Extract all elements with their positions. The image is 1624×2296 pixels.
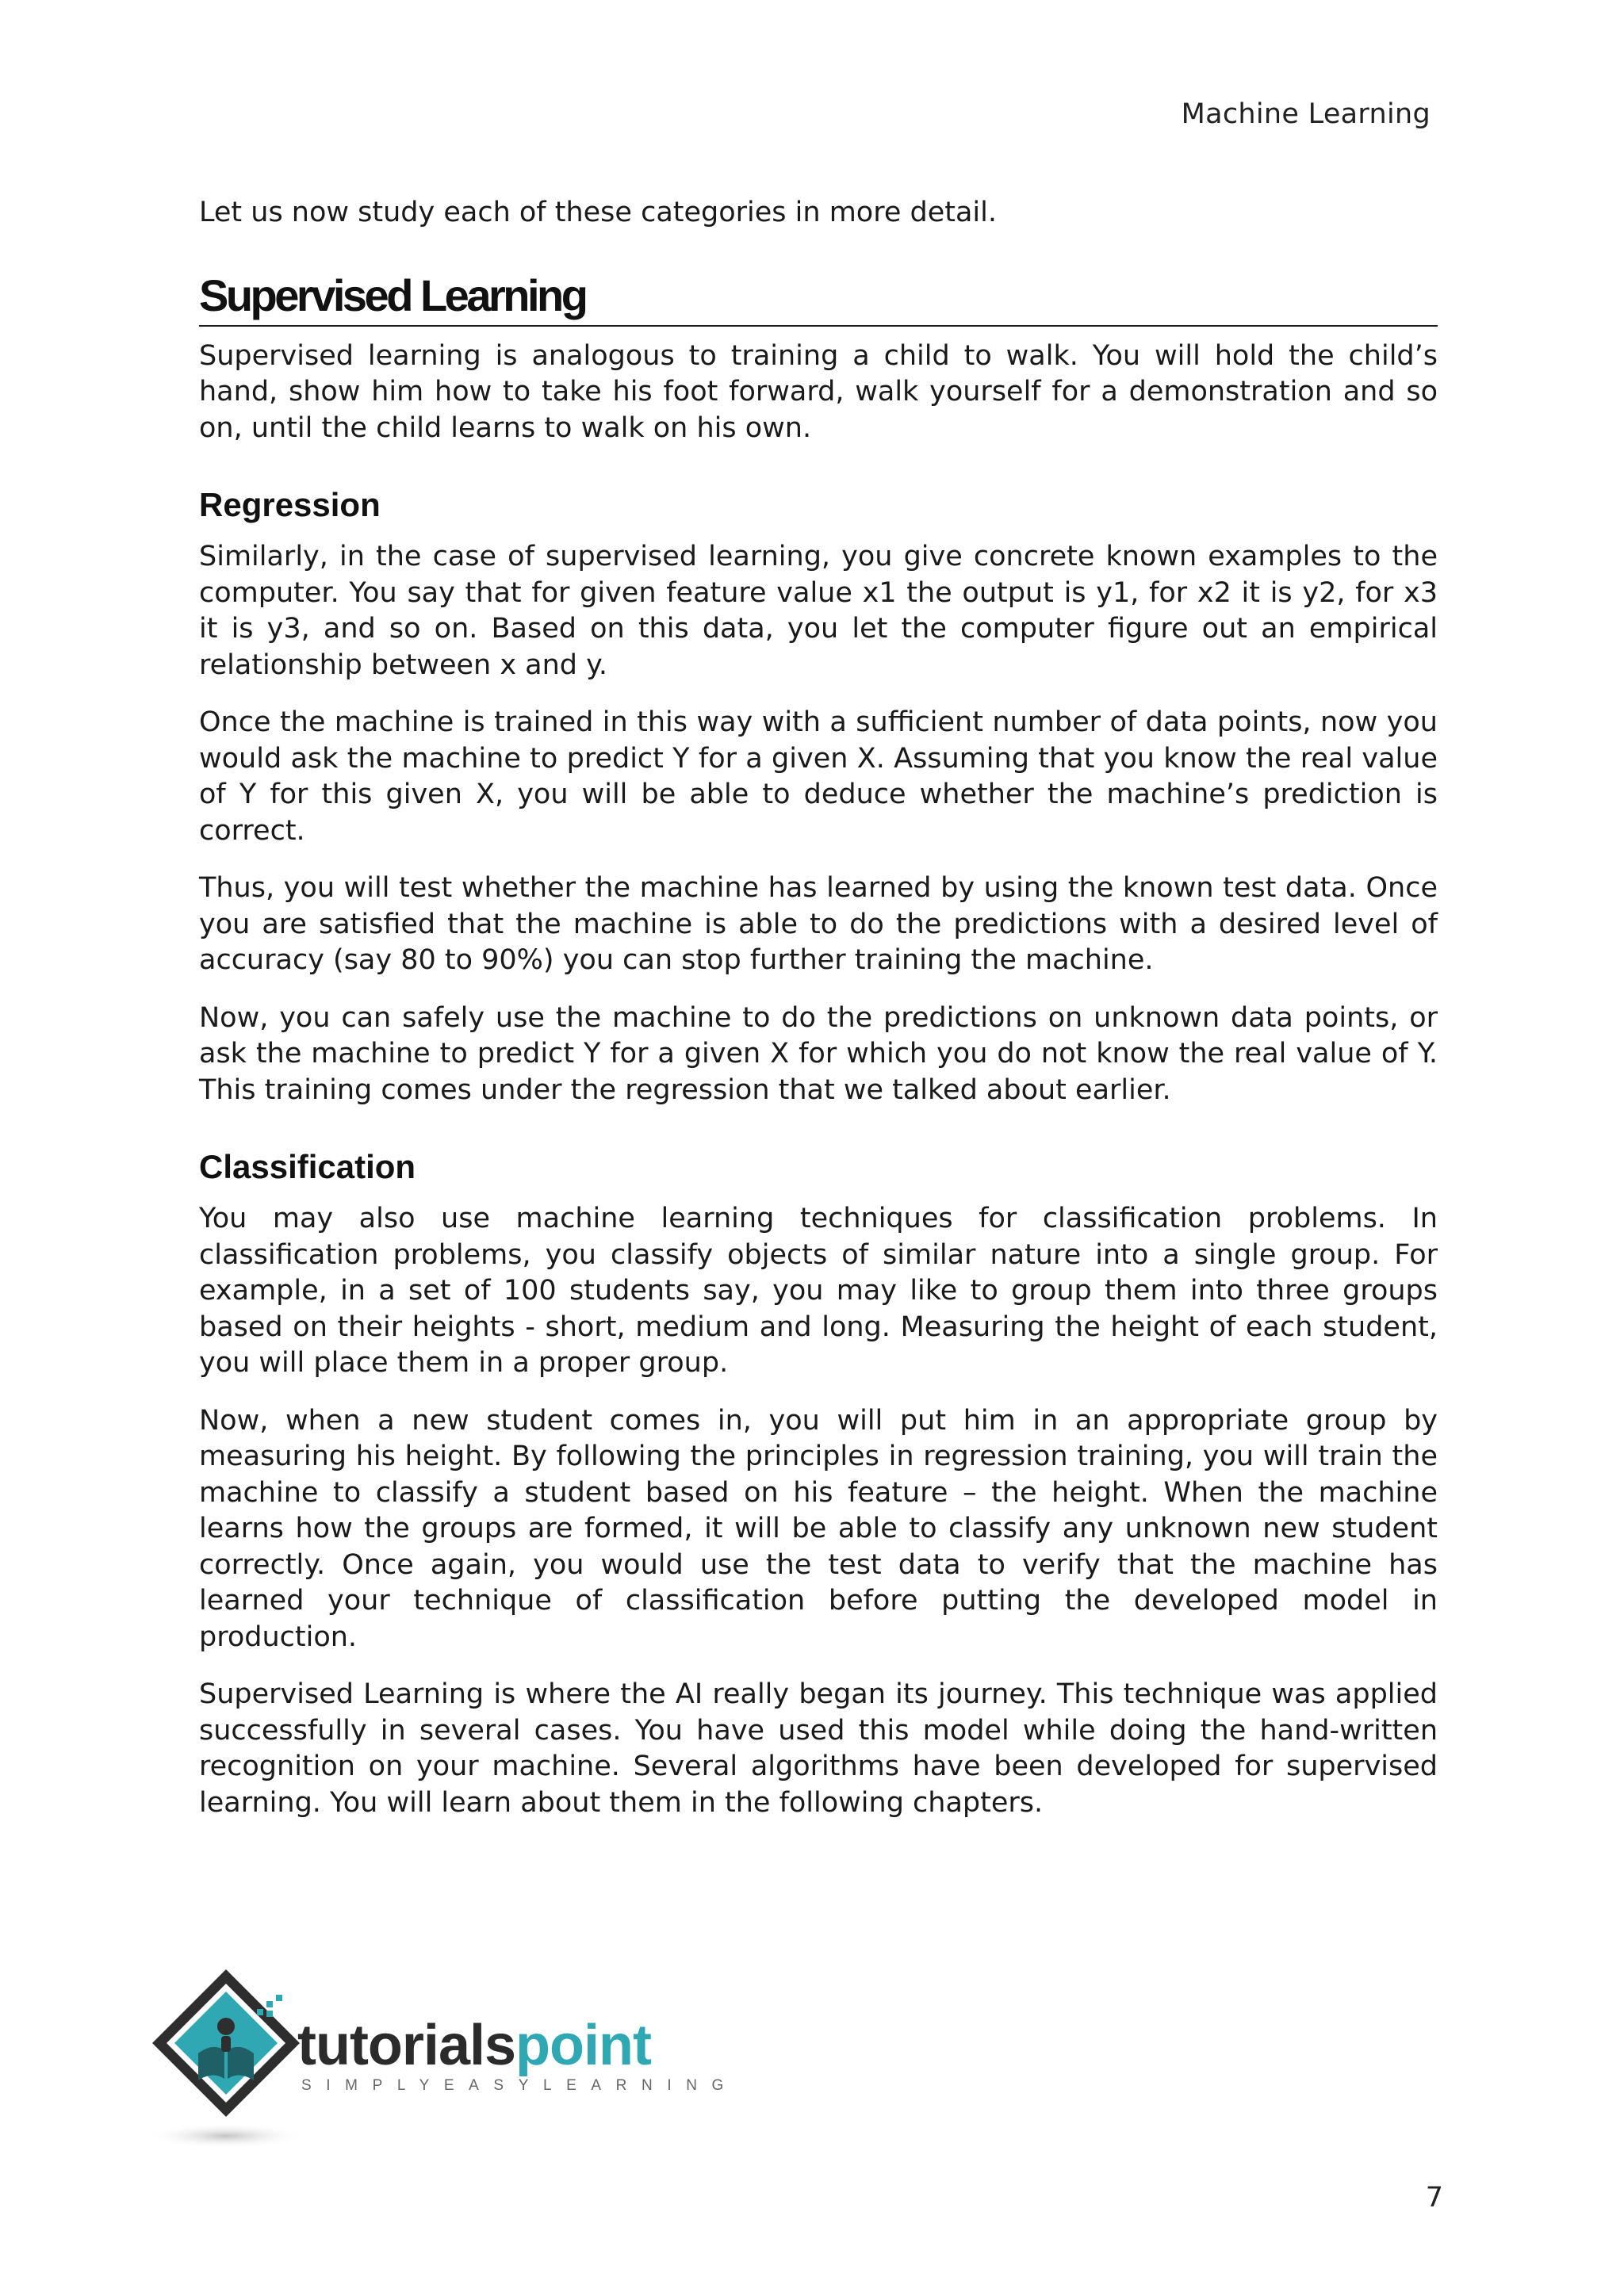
- classification-paragraph: Now, when a new student comes in, you will put him in an appropriate group by measuring his height. By following the principles in regression training, you will train the machine to classify a student based on his feature – the height. When the machine learns how the groups are formed, it will be able to classify any unknown new student correctly. Once again, you would use the test data to verify that the machine has learned your technique of classification before putting the developed model in production.: [199, 1404, 1438, 1653]
- regression-heading: Regression: [199, 486, 381, 523]
- section-intro-paragraph: Supervised learning is analogous to training a child to walk. You will hold the child’s hand, show him how to take his foot forward, walk yourself for a demonstration and so on, until the child learns to walk on his own.: [199, 339, 1438, 444]
- classification-paragraph: Supervised Learning is where the AI really began its journey. This technique was applied successfully in several cases. You have used this model while doing the hand-written recognition on your machine. Several algorithms have been developed for supervised learning. You will learn about them in the following chapters.: [199, 1678, 1438, 1819]
- classification-paragraph: You may also use machine learning techniques for classification problems. In classification problems, you classify objects of similar nature into a single group. For example, in a set of 100 students say, you may like to group them into three groups based on their heights - short, medium and long. Measuring the height of each student, you will place them in a proper group.: [199, 1203, 1438, 1379]
- classification-heading: Classification: [199, 1148, 416, 1185]
- section-title: Supervised Learning: [199, 268, 1438, 327]
- page-number: 7: [1425, 2182, 1443, 2214]
- regression-paragraph: Once the machine is trained in this way with a sufficient number of data points, now you would ask the machine to predict Y for a given X. Assuming that you know the real value of Y for this given X, you will be able to deduce whether the machine’s prediction is correct.: [199, 706, 1438, 847]
- regression-paragraph: Thus, you will test whether the machine has learned by using the known test data. Once you are satisfied that the machine is able to do the predictions with a desired level of accuracy (say 80 to 90%) you can stop further training the machine.: [199, 872, 1438, 976]
- regression-paragraph: Now, you can safely use the machine to do the predictions on unknown data points, or ask the machine to predict Y for a given X for which you do not know the real value of Y. This training comes under the regression that we talked about earlier.: [199, 1001, 1438, 1106]
- page-content: [199, 195, 1438, 1843]
- logo-diamond-icon: [143, 1960, 309, 2150]
- intro-paragraph: Let us now study each of these categories in more detail.: [199, 197, 997, 228]
- logo-wordmark: tutorialspoint: [297, 2014, 651, 2077]
- tutorialspoint-logo: [143, 1960, 738, 2182]
- running-header: Machine Learning: [1181, 98, 1431, 130]
- regression-paragraph: Similarly, in the case of supervised learning, you give concrete known examples to the computer. You say that for given feature value x1 the output is y1, for x2 it is y2, for x3 it is y3, and so on. Based on this data, you let the computer figure out an empirical relationship between x and y.: [199, 541, 1438, 681]
- logo-tagline: SIMPLYEASYLEARNING: [301, 2077, 738, 2094]
